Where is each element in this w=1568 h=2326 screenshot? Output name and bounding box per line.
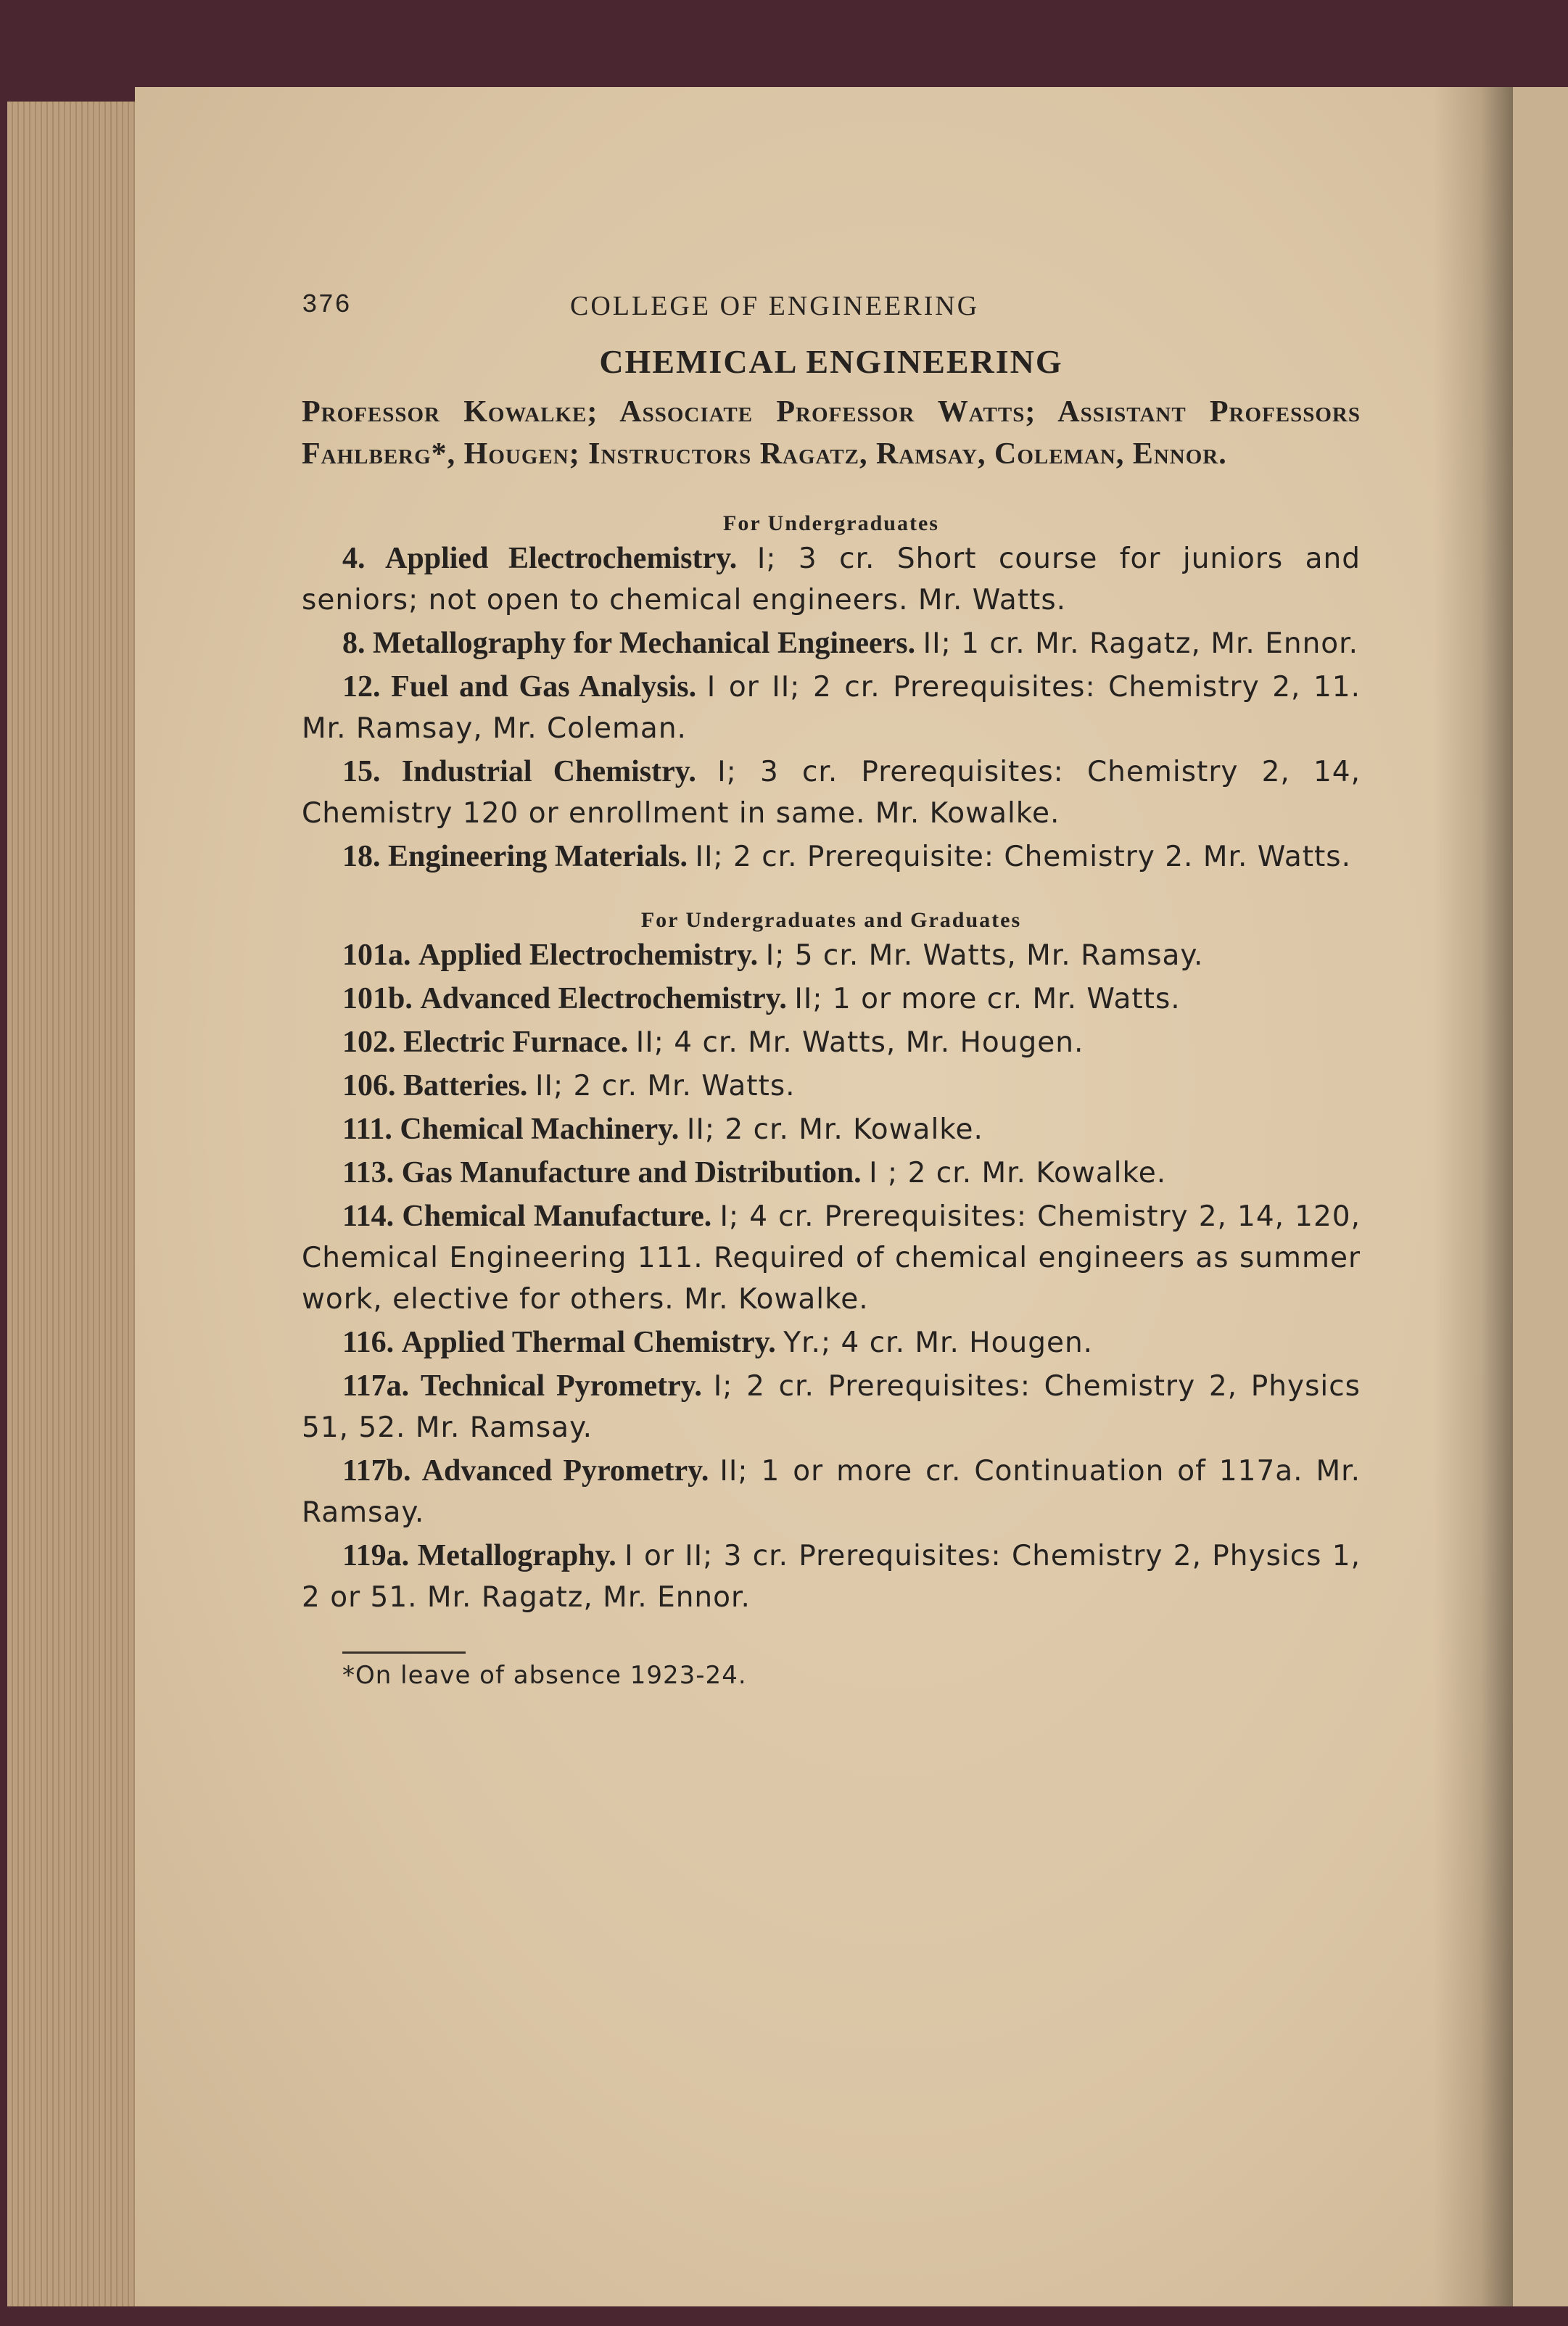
- facing-page-sliver: [1513, 87, 1568, 2306]
- course-number: 102.: [342, 1026, 396, 1059]
- course-number: 117b.: [342, 1454, 411, 1488]
- section-heading-undergraduates-and-graduates: For Undergraduates and Graduates: [640, 908, 1022, 932]
- footnote-rule: [342, 1651, 466, 1654]
- course-title: Advanced Electrochemistry.: [420, 982, 787, 1015]
- course-number: 101b.: [342, 982, 413, 1015]
- course-entry: [302, 1366, 1361, 1448]
- course-entry: [302, 1322, 1361, 1364]
- course-entry: [302, 1109, 1361, 1150]
- course-description: II; 2 cr. Prerequisite: Chemistry 2. Mr. Watts.: [695, 841, 1352, 873]
- course-title: Advanced Pyrometry.: [421, 1454, 709, 1488]
- course-number: 113.: [342, 1156, 395, 1189]
- course-number: 18.: [342, 840, 381, 873]
- course-title: Applied Electrochemistry.: [418, 939, 759, 972]
- course-number: 117a.: [342, 1369, 410, 1403]
- course-number: 106.: [342, 1069, 396, 1102]
- course-number: 4.: [342, 542, 366, 575]
- course-entry: [302, 1065, 1361, 1107]
- page-number: 376: [302, 290, 351, 320]
- running-head: [302, 276, 1361, 326]
- section-heading-undergraduates: For Undergraduates: [723, 511, 939, 535]
- course-title: Electric Furnace.: [403, 1026, 629, 1059]
- course-title: Applied Thermal Chemistry.: [401, 1326, 776, 1359]
- course-description: I or II; 3 cr. Prerequisites: Chemistry 2, Physics 1, 2 or 51. Mr. Ragatz, Mr. Ennor.: [302, 1540, 1361, 1614]
- course-title: Fuel and Gas Analysis.: [391, 670, 697, 704]
- course-title: Metallography for Mechanical Engineers.: [373, 627, 916, 660]
- page-gutter-shadow: [1433, 87, 1513, 2306]
- course-description: I ; 2 cr. Mr. Kowalke.: [869, 1157, 1167, 1189]
- course-description: Yr.; 4 cr. Mr. Hougen.: [783, 1327, 1094, 1359]
- course-number: 12.: [342, 670, 381, 704]
- course-description: II; 2 cr. Mr. Kowalke.: [686, 1113, 983, 1146]
- faculty-list: Professor Kowalke; Associate Professor Watts; Assistant Professors Fahlberg*, Hougen; Instructors Ragatz, Ramsay, Coleman, Ennor.: [302, 395, 1361, 471]
- course-title: Chemical Machinery.: [400, 1113, 680, 1146]
- course-description: I; 5 cr. Mr. Watts, Mr. Ramsay.: [765, 939, 1204, 972]
- course-title: Applied Electrochemistry.: [385, 542, 738, 575]
- footnote: *On leave of absence 1923-24.: [342, 1661, 747, 1690]
- course-entry: [302, 978, 1361, 1020]
- course-number: 111.: [342, 1113, 392, 1146]
- running-title: COLLEGE OF ENGINEERING: [570, 291, 980, 321]
- course-title: Gas Manufacture and Distribution.: [401, 1156, 862, 1189]
- course-title: Engineering Materials.: [388, 840, 688, 873]
- course-title: Industrial Chemistry.: [401, 755, 696, 788]
- course-number: 116.: [342, 1326, 395, 1359]
- course-entry: [302, 751, 1361, 834]
- course-description: I or II; 2 cr. Prerequisites: Chemistry 2, 11. Mr. Ramsay, Mr. Coleman.: [302, 671, 1361, 745]
- course-description: I; 3 cr. Prerequisites: Chemistry 2, 14, Chemistry 120 or enrollment in same. Mr. Kowalke.: [302, 756, 1361, 830]
- course-entry: [302, 836, 1361, 878]
- course-title: Metallography.: [417, 1539, 616, 1572]
- course-number: 15.: [342, 755, 381, 788]
- course-number: 101a.: [342, 939, 411, 972]
- department-title: CHEMICAL ENGINEERING: [599, 343, 1063, 380]
- course-entry: [302, 667, 1361, 749]
- course-description: I; 2 cr. Prerequisites: Chemistry 2, Physics 51, 52. Mr. Ramsay.: [302, 1370, 1361, 1444]
- course-entry: [302, 1535, 1361, 1618]
- course-number: 8.: [342, 627, 366, 660]
- course-description: II; 1 or more cr. Continuation of 117a. Mr. Ramsay.: [302, 1455, 1361, 1529]
- course-title: Chemical Manufacture.: [402, 1200, 712, 1233]
- course-description: II; 1 or more cr. Mr. Watts.: [794, 983, 1181, 1015]
- course-entry: [302, 1022, 1361, 1063]
- course-entry: [302, 1152, 1361, 1194]
- course-description: II; 4 cr. Mr. Watts, Mr. Hougen.: [635, 1026, 1084, 1059]
- course-entry: [302, 623, 1361, 664]
- course-number: 119a.: [342, 1539, 410, 1572]
- course-description: II; 2 cr. Mr. Watts.: [535, 1070, 796, 1102]
- course-description: I; 4 cr. Prerequisites: Chemistry 2, 14, 120, Chemical Engineering 111. Required of chemical engineers as summer work, elective for others. Mr. Kowalke.: [302, 1200, 1361, 1316]
- course-entry: [302, 1451, 1361, 1533]
- page-text: [302, 276, 1361, 1690]
- course-entry: [302, 538, 1361, 621]
- course-entry: [302, 1196, 1361, 1320]
- course-title: Batteries.: [403, 1069, 528, 1102]
- course-description: I; 3 cr. Short course for juniors and seniors; not open to chemical engineers. Mr. Watts.: [302, 543, 1361, 616]
- course-entry: [302, 935, 1361, 976]
- course-title: Technical Pyrometry.: [421, 1369, 702, 1403]
- course-number: 114.: [342, 1200, 395, 1233]
- course-description: II; 1 cr. Mr. Ragatz, Mr. Ennor.: [923, 627, 1359, 660]
- stacked-page-edges: [7, 102, 138, 2306]
